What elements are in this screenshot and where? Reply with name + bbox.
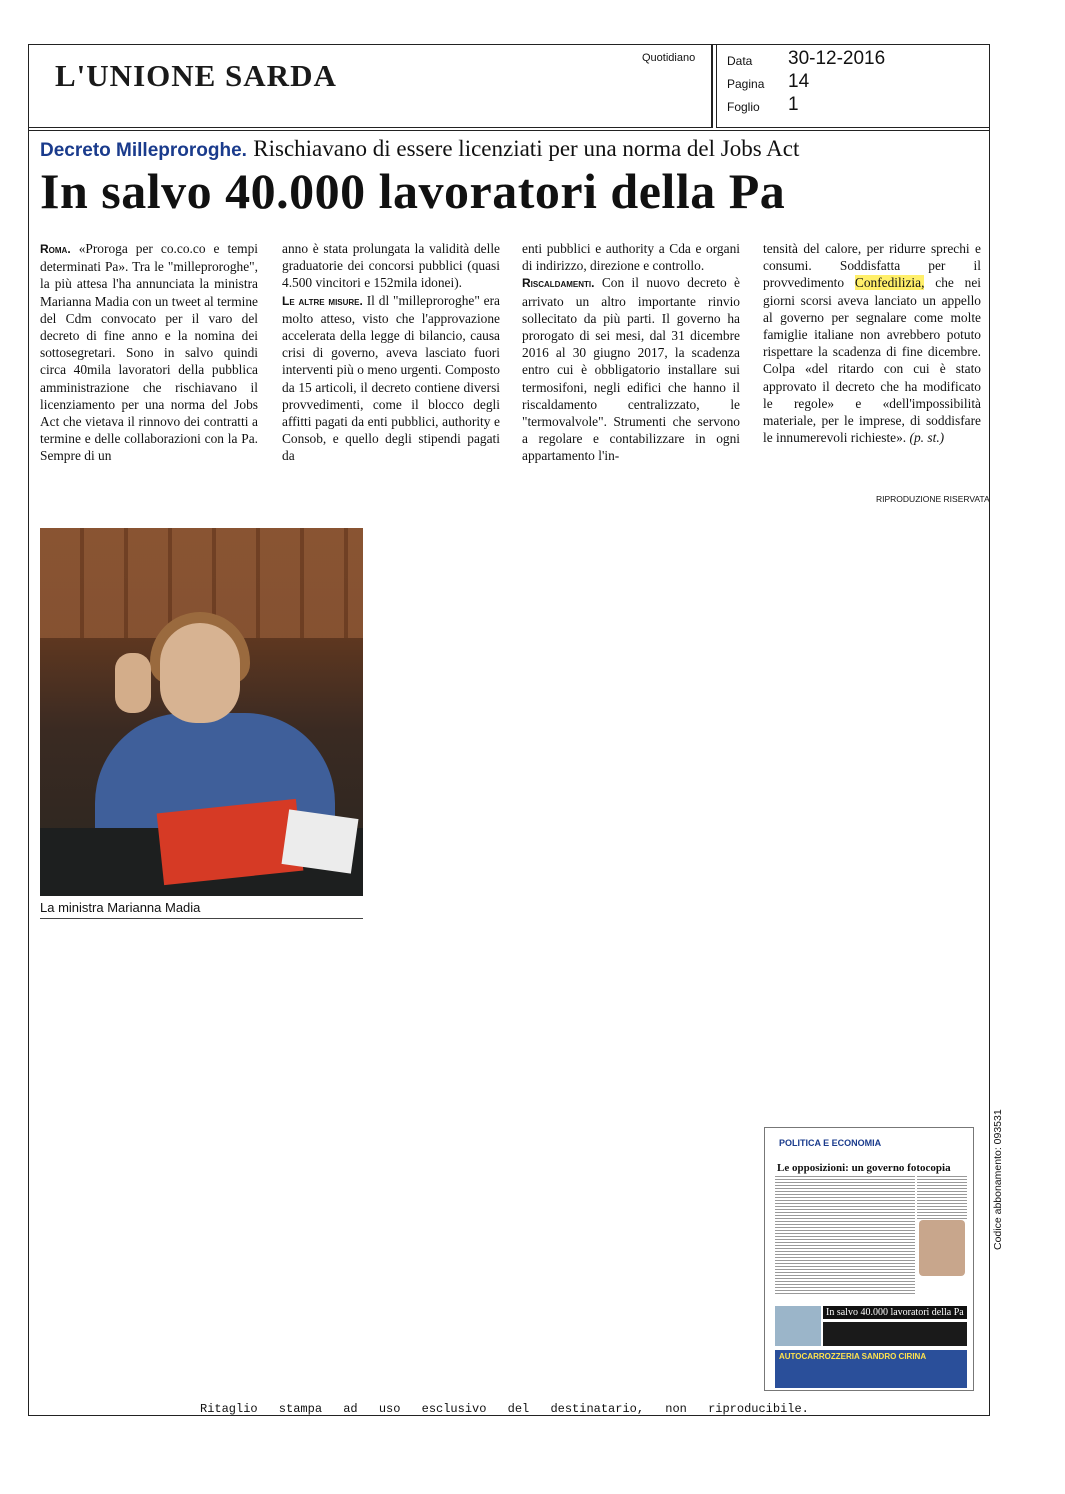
article-column-4 (763, 240, 981, 446)
newspaper-logo: L'UNIONE SARDA (55, 58, 337, 93)
header-divider (712, 44, 716, 128)
thumbnail-headline: Le opposizioni: un governo fotocopia (777, 1162, 951, 1174)
column-2-text-b: Il dl "milleproroghe" era molto atteso, visto che l'approvazione accelerata della legge di bilancio, causa crisi di governo, aveva lasciato fuori interventi più o meno urgenti. Composto da 15 articoli, il decreto contiene diversi provvedimenti, come il blocco degli affitti pagati da enti pubblici, authority e Consob, e quello degli stipendi pagati da (282, 292, 500, 464)
photo-red-folder (157, 799, 304, 885)
thumbnail-text-block-2 (917, 1176, 967, 1220)
subscription-code: Codice abbonamento: 093531 (992, 1109, 1004, 1250)
column-3-text-b: Con il nuovo decreto è arrivato un altro importante rinvio sollecitato da più parti. Il governo ha prorogato di sei mesi, dal 31 dicembre 2016 al 30 giugno 2017, la scadenza entro cui è obbligatorio installare sui termosifoni, negli edifici che hanno il riscaldamento centralizzato, le "termovalvole". Strumenti che servono a regolare e contabilizzare in ogni appartamento l'in- (522, 275, 740, 464)
photo-figure-hand (115, 653, 151, 713)
article-column-1 (40, 240, 258, 465)
column-4-text-a: tensità del calore, per ridurre sprechi e consumi. Soddisfatta per il provvedimento (763, 241, 981, 291)
article-kicker (40, 136, 799, 162)
article-column-2 (282, 240, 500, 465)
thumbnail-advert-text: AUTOCARROZZERIA SANDRO CIRINA (779, 1352, 927, 1361)
footer-disclaimer: Ritaglio stampa ad uso esclusivo del destinatario, non riproducibile. (200, 1402, 809, 1416)
caption-rule (40, 918, 363, 919)
subhead-riscaldamenti: Riscaldamenti. (522, 276, 595, 291)
dateline: Roma. (40, 242, 71, 256)
thumbnail-article-title: In salvo 40.000 lavoratori della Pa (823, 1306, 967, 1319)
column-4-text-b: che nei giorni scorsi aveva lanciato un appello al governo per segnalare come molte famiglie italiane non avrebbero potuto rispettare la scadenza di fine dicembre. Colpa «del ritardo con cui è stato approvato il decreto che ha modificato le regole» e «dell'impossibilità materiale, per le imprese, di soddisfare le innumerevoli richieste». (763, 275, 981, 446)
date-value: 30-12-2016 (788, 48, 886, 69)
subhead-altre-misure: Le altre misure. (282, 293, 363, 308)
author-credit: (p. st.) (909, 430, 945, 446)
column-3-text-a: enti pubblici e authority a Cda e organi di indirizzo, direzione e controllo. (522, 241, 740, 274)
thumbnail-portrait (919, 1220, 965, 1276)
thumbnail-text-block (775, 1176, 915, 1296)
page-value: 14 (788, 71, 810, 92)
rights-notice: RIPRODUZIONE RISERVATA (876, 494, 990, 504)
sheet-label: Foglio (727, 100, 760, 114)
article-column-3 (522, 240, 740, 465)
kicker-text: Rischiavano di essere licenziati per una norma del Jobs Act (253, 136, 800, 161)
kicker-tag: Decreto Milleproroghe. (40, 140, 247, 161)
publication-type: Quotidiano (642, 52, 696, 64)
column-1-text: «Proroga per co.co.co e tempi determinati Pa». Tra le "milleproroghe", la più attesa l'ha annunciata la ministra Marianna Madia con un tweet al termine del Cdm convocato per il varo del decreto di fine anno e la nomina dei sottosegretari. Sono in salvo quindi circa 40mila lavoratori della pubblica amministrazione che rischiavano il licenziamento per una norma del Jobs Act che vietava il rinnovo dei contratti a termine e delle collaborazioni con la Pa. Sempre di un (40, 241, 258, 464)
column-2-text-a: anno è stata prolungata la validità delle graduatorie dei concorsi pubblici (quasi 4.500 vincitori e 152mila idonei). (282, 241, 500, 291)
article-headline: In salvo 40.000 lavoratori della Pa (40, 163, 786, 219)
thumbnail-article-body (823, 1322, 967, 1346)
header-rule (28, 130, 990, 131)
page-label: Pagina (727, 77, 765, 91)
photo-caption: La ministra Marianna Madia (40, 900, 201, 915)
highlighted-term: Confedilizia, (854, 275, 925, 291)
photo-figure-head (160, 623, 240, 723)
thumbnail-article-photo (775, 1306, 821, 1346)
thumbnail-section: POLITICA E ECONOMIA (779, 1138, 882, 1148)
page-thumbnail (764, 1127, 974, 1391)
sheet-value: 1 (788, 94, 799, 115)
date-label: Data (727, 54, 753, 68)
article-photo (40, 528, 363, 896)
photo-paper (282, 809, 359, 873)
